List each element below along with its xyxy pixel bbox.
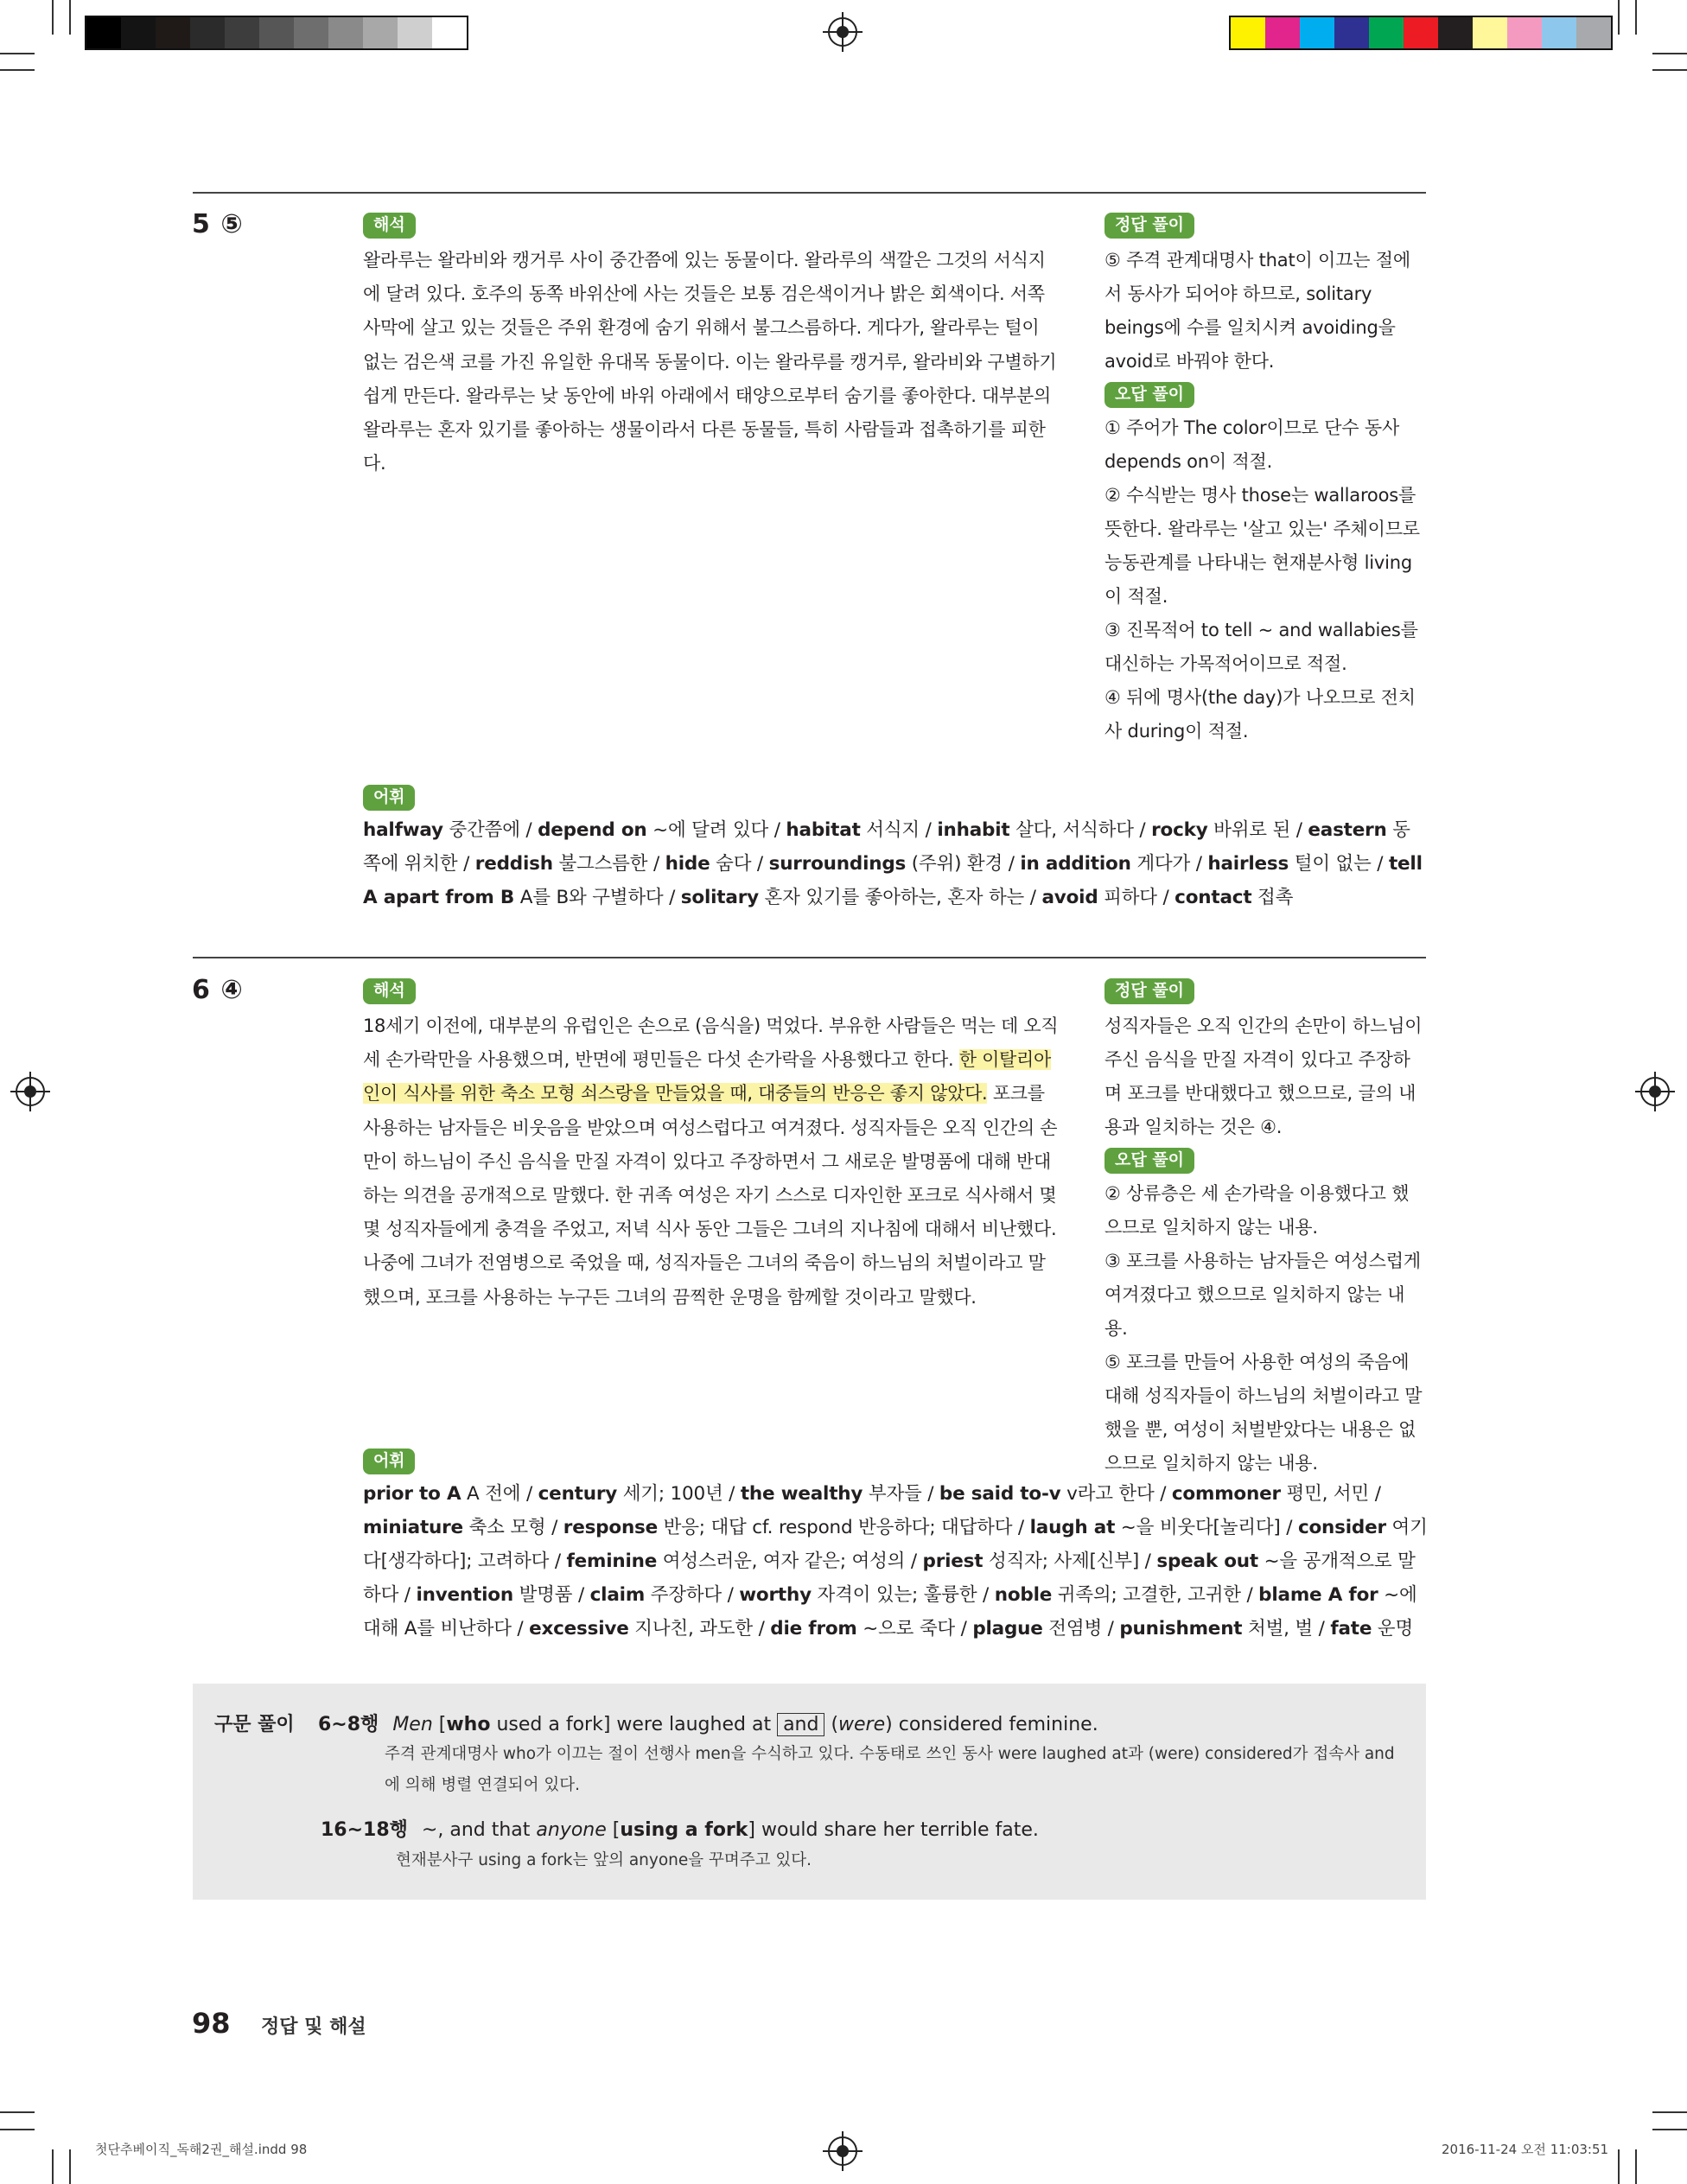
- vocab-item: [1330, 1618, 1413, 1640]
- wrong-answer-item: ⑤ 포크를 만들어 사용한 여성의 죽음에 대해 성직자들이 하느님의 처벌이라고 말했을 뿐, 여성이 처벌받았다는 내용은 없으므로 일치하지 않는 내용.: [1105, 1352, 1423, 1474]
- grayscale-swatch-bar: [85, 16, 468, 50]
- vocab-item: [590, 1584, 722, 1606]
- vocab-item: [972, 1618, 1102, 1640]
- crop-mark: [52, 0, 54, 35]
- vocab-item: [567, 1550, 906, 1572]
- vocabulary-list: prior to A A 전에 / century 세기; 100년 / the wealthy 부자들 / be said to-v v라고 한다 / commoner 평민, 서민 / miniature 축소 모형 / response 반응; 대답 cf. respond 반응하다; 대답하다 / laugh at ~을 비웃다[놀리다] / consider 여기다[생각하다]; 고려하다 / feminine 여성스러운, 여자 같은; 여성의 / priest 성직자; 사제[신부] / speak out ~을 공개적으로 말하다 / invention 발명품 / claim 주장하다 / worthy 자격이 있는; 훌륭한 / noble 귀족의; 고결한, 고귀한 / blame A for ~에 대해 A를 비난하다 / excessive 지나친, 과도한 / die from ~으로 죽다 / plague 전염병 / punishment 처벌, 벌 / fate 운명: [363, 1483, 1428, 1640]
- color-swatch: [225, 17, 259, 48]
- color-swatch: [190, 17, 225, 48]
- vocab-term: be said to-v: [939, 1483, 1061, 1505]
- color-swatch: [432, 17, 467, 48]
- highlighted-sentence: 한 이탈리아인이 식사를 위한 축소 모형 쇠스랑을 만들었을 때, 대중들의 반응은 좋지 않았다.: [363, 1049, 1052, 1105]
- syntax-sentence-1: [318, 1710, 1098, 1736]
- color-swatch: [363, 17, 398, 48]
- vocab-item: [1207, 853, 1371, 875]
- vocab-term: speak out: [1156, 1550, 1258, 1572]
- vocab-term: laugh at: [1029, 1517, 1116, 1538]
- vocab-item: [770, 1618, 955, 1640]
- vocab-item: [1041, 887, 1156, 908]
- vocab-item: [769, 853, 1003, 875]
- interpretation-badge: 해석: [363, 213, 416, 239]
- color-swatch: [1404, 17, 1438, 48]
- vocab-item: [1151, 819, 1290, 841]
- vocab-meaning: 서식지: [860, 819, 920, 841]
- vocab-term: miniature: [363, 1517, 463, 1538]
- color-swatch: [1334, 17, 1369, 48]
- vocab-item: [363, 1483, 520, 1505]
- vocab-meaning: 전염병: [1042, 1618, 1103, 1640]
- print-slug-date: 2016-11-24 오전 11:03:51: [1442, 2142, 1609, 2157]
- crop-mark: [52, 2149, 54, 2184]
- color-swatch: [86, 17, 121, 48]
- vocab-term: response: [563, 1517, 659, 1538]
- vocab-meaning: A를 B와 구별하다: [514, 887, 664, 908]
- sentence-part: Men: [392, 1714, 433, 1735]
- registration-mark-icon: [16, 1077, 45, 1106]
- vocab-item: [529, 1618, 753, 1640]
- vocab-meaning: 동쪽에 위치한: [363, 819, 1410, 875]
- vocab-item: [538, 1483, 723, 1505]
- color-swatch: [259, 17, 294, 48]
- vocab-term: inhabit: [937, 819, 1010, 841]
- question-number: 5 ⑤: [192, 209, 244, 239]
- vocab-meaning: ~에 달려 있다: [646, 819, 769, 841]
- interpretation-text-part: 포크를 사용하는 남자들은 비웃음을 받았으며 여성스럽다고 여겨졌다. 성직자들은 오직 인간의 손만이 하느님이 주신 음식을 만질 자격이 있다고 주장하면서 그 새로운 발명품에 대해 반대하는 의견을 공개적으로 말했다. 한 귀족 여성은 자기 스스로 디자인한 포크로 식사해서 몇몇 성직자들에게 충격을 주었고, 저녁 식사 동안 그들은 그녀의 지나침에 대해서 비난했다. 나중에 그녀가 전염병으로 죽었을 때, 성직자들은 그녀의 죽음이 하느님의 처벌이라고 말했으며, 포크를 사용하는 누구든 그녀의 끔찍한 운명을 함께할 것이라고 말했다.: [363, 1083, 1058, 1308]
- crop-mark: [1652, 69, 1687, 71]
- vocab-item: [1020, 853, 1190, 875]
- vocab-meaning: 게다가: [1130, 853, 1191, 875]
- vocab-term: fate: [1330, 1618, 1372, 1640]
- vocab-item: [538, 819, 768, 841]
- vocab-term: hide: [665, 853, 710, 875]
- vocab-meaning: 숨다: [710, 853, 752, 875]
- wrong-answer-item: ① 주어가 The color이므로 단수 동사 depends on이 적절.: [1105, 417, 1400, 472]
- syntax-title: 구문 풀이: [214, 1714, 295, 1735]
- crop-mark: [0, 2129, 35, 2130]
- crop-mark: [0, 69, 35, 71]
- vocab-meaning: A 전에: [461, 1483, 521, 1505]
- crop-mark: [1652, 2129, 1687, 2130]
- vocab-term: invention: [416, 1584, 513, 1606]
- q6-vocabulary: [363, 1443, 1428, 1646]
- registration-mark-icon: [828, 2136, 857, 2166]
- color-swatch: [1542, 17, 1576, 48]
- vocab-meaning: 세기; 100년: [617, 1483, 723, 1505]
- sentence-part: using a fork: [620, 1819, 748, 1841]
- vocab-term: punishment: [1119, 1618, 1243, 1640]
- vocab-meaning: 바위로 된: [1207, 819, 1291, 841]
- page-number: 98: [192, 2007, 231, 2040]
- color-swatch: [121, 17, 156, 48]
- wrong-answer-item: ② 상류층은 세 손가락을 이용했다고 했으므로 일치하지 않는 내용.: [1105, 1183, 1410, 1238]
- vocab-meaning: 자격이 있는; 훌륭한: [811, 1584, 977, 1606]
- vocab-term: plague: [972, 1618, 1043, 1640]
- vocab-meaning: 여기다[생각하다]; 고려하다: [363, 1517, 1428, 1572]
- vocab-term: eastern: [1308, 819, 1387, 841]
- vocab-meaning: 피하다: [1098, 887, 1157, 908]
- wrong-answer-item: ③ 진목적어 to tell ~ and wallabies를 대신하는 가목적어이므로 적절.: [1105, 620, 1418, 674]
- sentence-part: ) considered feminine.: [885, 1714, 1098, 1735]
- crop-mark: [1652, 2111, 1687, 2113]
- crop-mark: [1652, 53, 1687, 54]
- vocab-term: contact: [1175, 887, 1252, 908]
- interpretation-text: 왈라루는 왈라비와 캥거루 사이 중간쯤에 있는 동물이다. 왈라루의 색깔은 그것의 서식지에 달려 있다. 호주의 동쪽 바위산에 사는 것들은 보통 검은색이거나 밝은 회색이다. 서쪽 사막에 살고 있는 것들은 주위 환경에 숨기 위해서 불그스름하다. 게다가, 왈라루는 털이 없는 검은색 코를 가진 유일한 유대목 동물이다. 이는 왈라루를 캥거루, 왈라비와 구별하기 쉽게 만든다. 왈라루는 낮 동안에 바위 아래에서 태양으로부터 숨기를 좋아한다. 대부분의 왈라루는 혼자 있기를 좋아하는 생물이라서 다른 동물들, 특히 사람들과 접촉하기를 피한다.: [363, 250, 1057, 474]
- vocab-meaning: ~에 대해 A를 비난하다: [363, 1584, 1417, 1640]
- vocab-term: hairless: [1207, 853, 1289, 875]
- wrong-answer-list: [1105, 411, 1426, 748]
- vocab-meaning: 축소 모형: [462, 1517, 546, 1538]
- vocab-item: [739, 1584, 977, 1606]
- color-swatch: [1507, 17, 1542, 48]
- vocab-term: priest: [922, 1550, 984, 1572]
- vocab-meaning: 살다, 서식하다: [1009, 819, 1134, 841]
- crop-mark: [0, 2111, 35, 2113]
- vocab-term: prior to A: [363, 1483, 462, 1505]
- answer-explanation: 성직자들은 오직 인간의 손만이 하느님이 주신 음식을 만질 자격이 있다고 주장하며 포크를 반대했다고 했으므로, 글의 내용과 일치하는 것은 ④.: [1105, 1016, 1423, 1137]
- vocab-term: century: [538, 1483, 618, 1505]
- vocab-item: [937, 819, 1133, 841]
- boxed-conjunction: and: [777, 1713, 824, 1736]
- wrong-answer-item: ③ 포크를 사용하는 남자들은 여성스럽게 여겨졌다고 했으므로 일치하지 않는 내용.: [1105, 1251, 1421, 1339]
- vocab-item: [995, 1584, 1241, 1606]
- q5-explanation: [1105, 213, 1426, 748]
- vocab-item: [923, 1550, 1140, 1572]
- q6-interpretation: [363, 978, 1059, 1315]
- vocab-meaning: 털이 없는: [1289, 853, 1372, 875]
- vocab-meaning: 주장하다: [645, 1584, 722, 1606]
- color-swatch: [1473, 17, 1507, 48]
- crop-mark: [1635, 0, 1637, 35]
- interpretation-text: [363, 1009, 1059, 1315]
- syntax-note-2: 현재분사구 using a fork는 앞의 anyone을 꾸며주고 있다.: [396, 1851, 812, 1869]
- vocab-meaning: 부자들: [863, 1483, 922, 1505]
- vocab-meaning: ~으로 죽다: [856, 1618, 955, 1640]
- color-swatch: [1231, 17, 1265, 48]
- wrong-answer-item: ④ 뒤에 명사(the day)가 나오므로 전치사 during이 적절.: [1105, 687, 1416, 742]
- q5-vocabulary: [363, 780, 1428, 914]
- vocab-meaning: 접촉: [1251, 887, 1294, 908]
- vocab-term: halfway: [363, 819, 443, 841]
- answer-badge: 정답 풀이: [1105, 213, 1194, 239]
- vocab-term: the wealthy: [740, 1483, 863, 1505]
- vocab-meaning: 여성스러운, 여자 같은; 여성의: [657, 1550, 906, 1572]
- section-rule: [193, 192, 1426, 194]
- section-rule: [193, 957, 1426, 958]
- vocab-item: [1030, 1517, 1281, 1538]
- color-swatch: [1369, 17, 1404, 48]
- vocab-item: [363, 819, 520, 841]
- vocab-term: surroundings: [768, 853, 907, 875]
- answer-explanation: ⑤ 주격 관계대명사 that이 이끄는 절에서 동사가 되어야 하므로, solitary beings에 수를 일치시켜 avoiding을 avoid로 바꿔야 한다.: [1105, 250, 1410, 372]
- vocab-term: worthy: [739, 1584, 812, 1606]
- vocab-item: [786, 819, 920, 841]
- vocabulary-badge: 어휘: [363, 785, 415, 811]
- vocab-item: [563, 1517, 1013, 1538]
- vocab-term: noble: [994, 1584, 1053, 1606]
- sentence-part: were: [838, 1714, 886, 1735]
- vocab-meaning: 운명: [1372, 1618, 1414, 1640]
- vocab-meaning: v라고 한다: [1060, 1483, 1155, 1505]
- sentence-part: anyone: [536, 1819, 607, 1841]
- color-swatch: [1438, 17, 1473, 48]
- color-swatch: [1300, 17, 1334, 48]
- vocab-item: [1172, 1483, 1369, 1505]
- vocab-meaning: 귀족의; 고결한, 고귀한: [1052, 1584, 1241, 1606]
- vocab-item: [1175, 887, 1293, 908]
- sentence-part: ~, and that: [421, 1819, 537, 1841]
- sentence-part: who: [446, 1714, 491, 1735]
- vocab-meaning: 중간쯤에: [442, 819, 520, 841]
- vocabulary-list: halfway 중간쯤에 / depend on ~에 달려 있다 / habitat 서식지 / inhabit 살다, 서식하다 / rocky 바위로 된 / eastern 동쪽에 위치한 / reddish 불그스름한 / hide 숨다 / surroundings (주위) 환경 / in addition 게다가 / hairless 털이 없는 / tell A apart from B A를 B와 구별하다 / solitary 혼자 있기를 좋아하는, 혼자 하는 / avoid 피하다 / contact 접촉: [363, 819, 1423, 908]
- interpretation-text-part: 18세기 이전에, 대부분의 유럽인은 손으로 (음식을) 먹었다. 부유한 사람들은 먹는 데 오직 세 손가락만을 사용했으며, 반면에 평민들은 다섯 손가락을 사용했다고 한다.: [363, 1016, 1059, 1071]
- registration-mark-icon: [1640, 1077, 1670, 1106]
- vocab-term: feminine: [566, 1550, 658, 1572]
- vocab-term: blame A for: [1258, 1584, 1378, 1606]
- crop-mark: [1618, 2149, 1620, 2184]
- question-number: 6 ④: [192, 975, 244, 1005]
- vocab-meaning: 불그스름한: [552, 853, 648, 875]
- vocab-item: [363, 1517, 545, 1538]
- vocab-term: commoner: [1171, 1483, 1281, 1505]
- crop-mark: [0, 53, 35, 54]
- vocab-term: reddish: [474, 853, 553, 875]
- vocab-term: die from: [770, 1618, 857, 1640]
- crop-mark: [1618, 0, 1620, 35]
- color-swatch: [398, 17, 432, 48]
- q5-interpretation: [363, 213, 1059, 481]
- color-swatch-bar: [1229, 16, 1613, 50]
- interpretation-badge: 해석: [363, 978, 416, 1004]
- vocab-term: consider: [1297, 1517, 1386, 1538]
- syntax-note-1: 주격 관계대명사 who가 이끄는 절이 선행사 men을 수식하고 있다. 수동태로 쓰인 동사 were laughed at과 (were) considered가 접속사 and에 의해 병렬 연결되어 있다.: [385, 1745, 1395, 1794]
- vocab-term: claim: [589, 1584, 646, 1606]
- sentence-part: ] would share her terrible fate.: [748, 1819, 1039, 1841]
- vocab-meaning: (주위) 환경: [906, 853, 1003, 875]
- vocab-item: [681, 887, 1024, 908]
- vocab-item: [939, 1483, 1155, 1505]
- vocab-meaning: 혼자 있기를 좋아하는, 혼자 하는: [758, 887, 1025, 908]
- vocab-item: [741, 1483, 922, 1505]
- vocab-term: rocky: [1151, 819, 1208, 841]
- vocab-term: in addition: [1020, 853, 1131, 875]
- vocab-item: [416, 1584, 572, 1606]
- line-reference: 16~18행: [321, 1819, 408, 1841]
- registration-mark-icon: [828, 17, 857, 47]
- color-swatch: [328, 17, 363, 48]
- vocab-term: tell A apart from B: [363, 853, 1423, 908]
- syntax-sentence-2: [321, 1815, 1039, 1842]
- answer-badge: 정답 풀이: [1105, 978, 1194, 1004]
- color-swatch: [1576, 17, 1611, 48]
- sentence-part: [: [432, 1714, 447, 1735]
- vocab-term: excessive: [529, 1618, 629, 1640]
- crop-mark: [69, 2149, 71, 2184]
- vocab-meaning: 평민, 서민: [1280, 1483, 1370, 1505]
- color-swatch: [1265, 17, 1300, 48]
- sentence-part: (: [824, 1714, 839, 1735]
- sentence-part: used a fork] were laughed at: [490, 1714, 778, 1735]
- wrong-answer-badge: 오답 풀이: [1105, 1148, 1194, 1174]
- crop-mark: [69, 0, 71, 35]
- vocab-term: avoid: [1041, 887, 1098, 908]
- vocab-item: [475, 853, 648, 875]
- vocab-meaning: ~을 비웃다[놀리다]: [1115, 1517, 1281, 1538]
- color-swatch: [294, 17, 328, 48]
- vocab-meaning: 성직자; 사제[신부]: [983, 1550, 1140, 1572]
- sentence-part: [: [606, 1819, 621, 1841]
- vocab-item: [665, 853, 752, 875]
- wrong-answer-item: ② 수식받는 명사 those는 wallaroos를 뜻한다. 왈라루는 '살고 있는' 주체이므로 능동관계를 나타내는 현재분사형 living이 적절.: [1105, 485, 1420, 607]
- print-slug-file: 첫단추베이직_독해2권_해설.indd 98: [95, 2142, 308, 2157]
- section-label: 정답 및 해설: [261, 2016, 366, 2038]
- vocab-meaning: 반응; 대답 cf. respond 반응하다; 대답하다: [658, 1517, 1013, 1538]
- vocab-term: depend on: [538, 819, 647, 841]
- vocab-term: solitary: [680, 887, 759, 908]
- vocab-meaning: ~을 공개적으로 말하다: [363, 1550, 1416, 1606]
- wrong-answer-badge: 오답 풀이: [1105, 382, 1194, 408]
- vocab-meaning: 처벌, 벌: [1242, 1618, 1313, 1640]
- vocab-term: habitat: [786, 819, 861, 841]
- line-reference: 6~8행: [318, 1714, 379, 1735]
- q6-explanation: [1105, 978, 1426, 1480]
- vocabulary-badge: 어휘: [363, 1449, 415, 1474]
- wrong-answer-list: [1105, 1177, 1426, 1480]
- syntax-explanation-box: [193, 1684, 1426, 1900]
- color-swatch: [156, 17, 190, 48]
- vocab-meaning: 지나친, 과도한: [628, 1618, 753, 1640]
- vocab-item: [1119, 1618, 1313, 1640]
- crop-mark: [1635, 2149, 1637, 2184]
- vocab-meaning: 발명품: [512, 1584, 573, 1606]
